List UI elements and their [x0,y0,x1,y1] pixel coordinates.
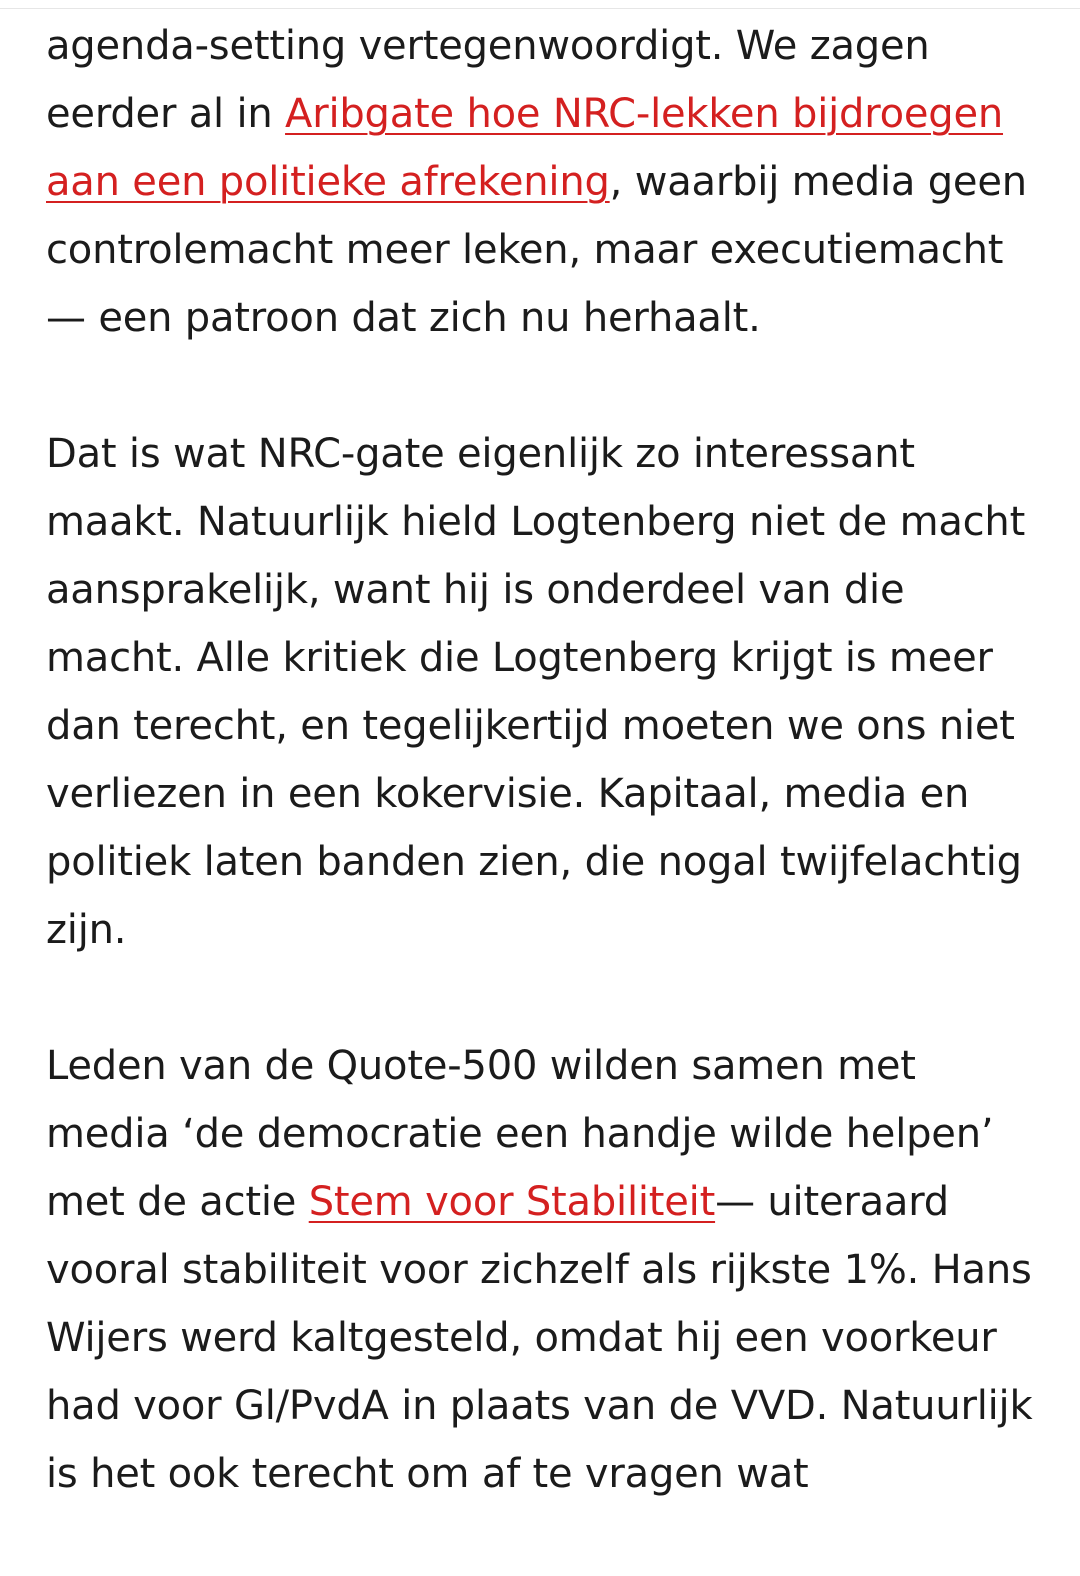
paragraph-aribgate [46,12,1041,352]
paragraph-text: — uiteraard vooral stabiliteit voor zichzelf als rijkste 1%. Hans Wijers werd kaltgesteld, omdat hij een voorkeur had voor Gl/PvdA in plaats van de VVD. Natuurlijk is het ook terecht om af te vragen wat [46,1179,1033,1497]
paragraph-text: Leden van de Quote-500 wilden samen met media ‘de democratie een handje wilde helpen’ met de actie [46,1043,994,1225]
paragraph-nrc-gate: Dat is wat NRC-gate eigenlijk zo interessant maakt. Natuurlijk hield Logtenberg niet de macht aansprakelijk, want hij is onderdeel van die macht. Alle kritiek die Logtenberg krijgt is meer dan terecht, en tegelijkertijd moeten we ons niet verliezen in een kokervisie. Kapitaal, media en politiek laten banden zien, die nogal twijfelachtig zijn. [46,431,1026,953]
paragraph-quote-500 [46,1032,1041,1508]
stem-voor-stabiliteit-link[interactable]: Stem voor Stabiliteit [308,1179,716,1225]
article-body [46,12,1041,1576]
paragraph-text: agenda-setting vertegenwoordigt. We zagen eerder al in [46,23,930,137]
aribgate-link[interactable]: Aribgate hoe NRC-lekken bijdroegen aan een politieke afrekening [46,91,1004,205]
paragraph-text: , waarbij media geen controlemacht meer leken, maar executiemacht — een patroon dat zich nu herhaalt. [46,159,1027,341]
clipped-previous-line [0,0,1080,9]
